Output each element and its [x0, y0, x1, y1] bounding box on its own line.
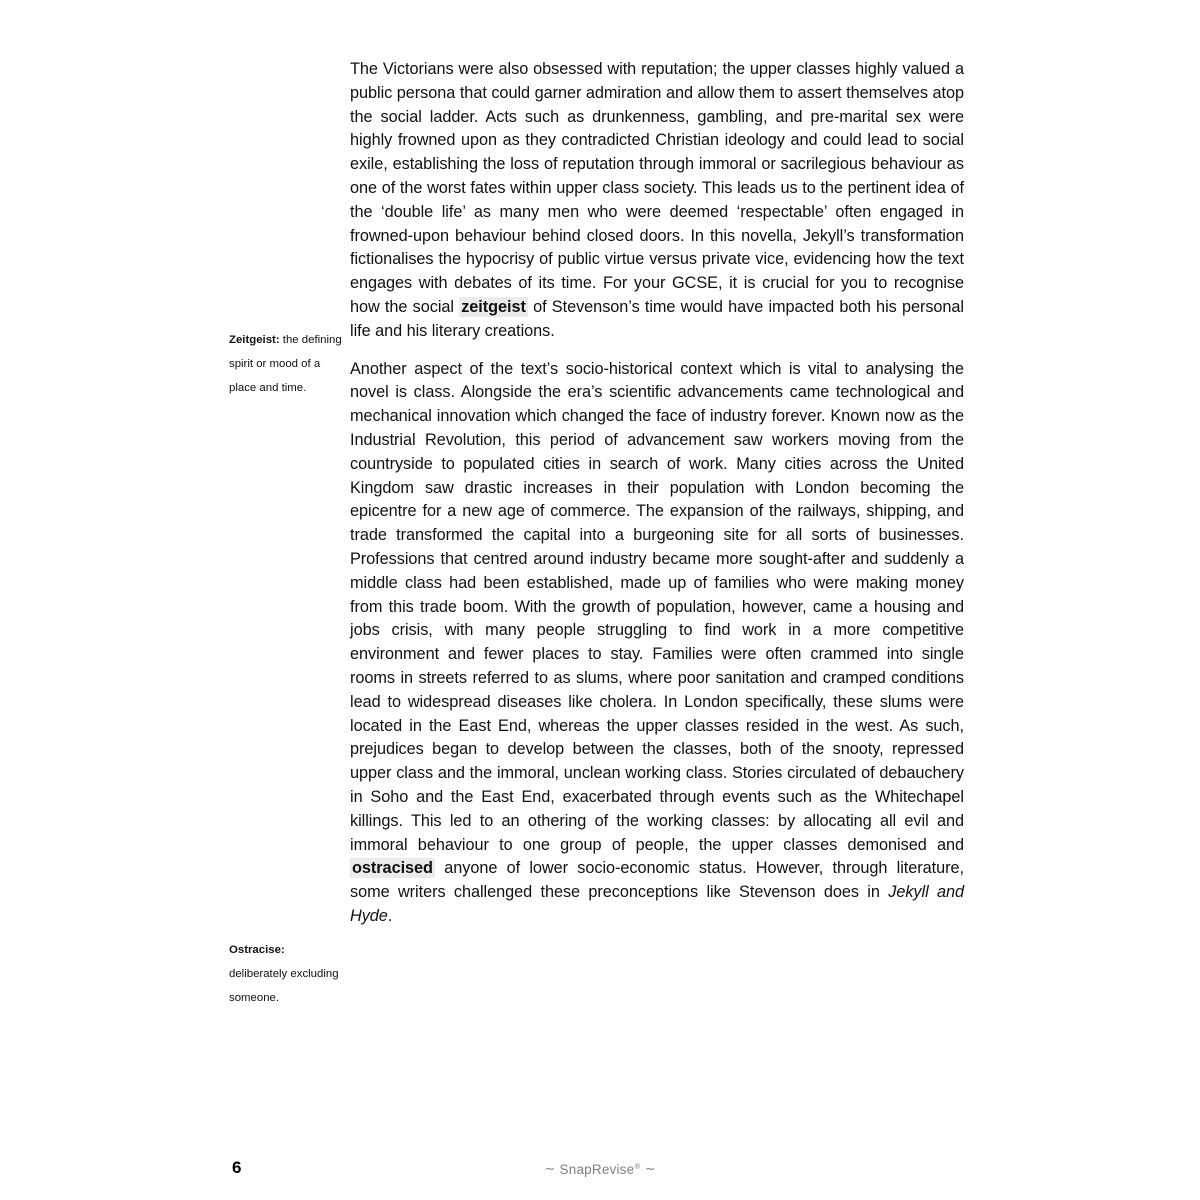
- keyword-ostracised: ostracised: [352, 859, 433, 878]
- brand-footer: [0, 1161, 1200, 1177]
- paragraph-1-text-part-1: The Victorians were also obsessed with reputation; the upper classes highly valued a public persona that could garner admiration and allow them to assert themselves atop the social ladder. Acts such as drunkenness, gambling, and pre-marital sex were highly frowned upon as they contradicted Christian ideology and could lead to social exile, establishing the loss of reputation through immoral or sacrilegious behaviour as one of the worst fates within upper class society. This leads us to the pertinent idea of the ‘double life’ as many men who were deemed ‘respectable’ often engaged in frowned-upon behaviour behind closed doors. In this novella, Jekyll’s transformation fictionalises the hypocrisy of public virtue versus private vice, evidencing how the text engages with debates of its time. For your GCSE, it is crucial for you to recognise how the social: [350, 60, 964, 316]
- margin-note-ostracise: [229, 938, 347, 1011]
- margin-note-term-zeitgeist: Zeitgeist:: [229, 334, 280, 346]
- paragraph-reputation: [350, 58, 964, 344]
- paragraph-2-text-part-1: Another aspect of the text’s socio-historical context which is vital to analysing the novel is class. Alongside the era’s scientific advancements came technological and mechanical innovation which changed the face of industry forever. Known now as the Industrial Revolution, this period of advancement saw workers moving from the countryside to populated cities in search of work. Many cities across the United Kingdom saw drastic increases in their population with London becoming the epicentre for a new age of commerce. The expansion of the railways, shipping, and trade transformed the capital into a burgeoning site for all sorts of businesses. Professions that centred around industry became more sought-after and suddenly a middle class had been established, made up of families who were making money from this trade boom. With the growth of population, however, came a housing and jobs crisis, with many people struggling to find work in a more competitive environment and fewer places to stay. Families were often crammed into single rooms in streets referred to as slums, where poor sanitation and cramped conditions lead to widespread diseases like cholera. In London specifically, these slums were located in the East End, whereas the upper classes resided in the west. As such, prejudices began to develop between the classes, both of the snooty, repressed upper class and the immoral, unclean working class. Stories circulated of debauchery in Soho and the East End, exacerbated through events such as the Whitechapel killings. This led to an othering of the working classes: by allocating all evil and immoral behaviour to one group of people, the upper classes demonised and: [350, 359, 964, 854]
- paragraph-2-text-part-2: anyone of lower socio-economic status. However, through literature, some writers challenged these preconceptions like Stevenson does in: [350, 859, 964, 902]
- brand-name: SnapRevise: [559, 1162, 635, 1177]
- page-number: 6: [232, 1158, 242, 1177]
- tilde-right-icon: ∼: [644, 1161, 656, 1176]
- margin-note-term-ostracise: Ostracise:: [229, 944, 285, 956]
- book-title-jekyll-and-hyde: Jekyll and Hyde: [350, 883, 965, 925]
- body-text-column: [350, 58, 964, 929]
- paragraph-1-text-part-2: of Stevenson’s time would have impacted both his personal life and his literary creations.: [350, 297, 964, 340]
- margin-note-definition-ostracise: deliberately excluding someone.: [229, 968, 339, 1005]
- paragraph-class: [350, 358, 964, 929]
- tilde-left-icon: ∼: [544, 1161, 556, 1176]
- page-footer: [0, 1158, 1200, 1188]
- paragraph-2-text-part-3: .: [387, 906, 393, 925]
- keyword-zeitgeist: zeitgeist: [461, 297, 526, 316]
- margin-note-zeitgeist: [229, 328, 347, 401]
- margin-note-definition-zeitgeist: the defining spirit or mood of a place and time.: [229, 334, 342, 395]
- registered-trademark-icon: ®: [634, 1162, 641, 1171]
